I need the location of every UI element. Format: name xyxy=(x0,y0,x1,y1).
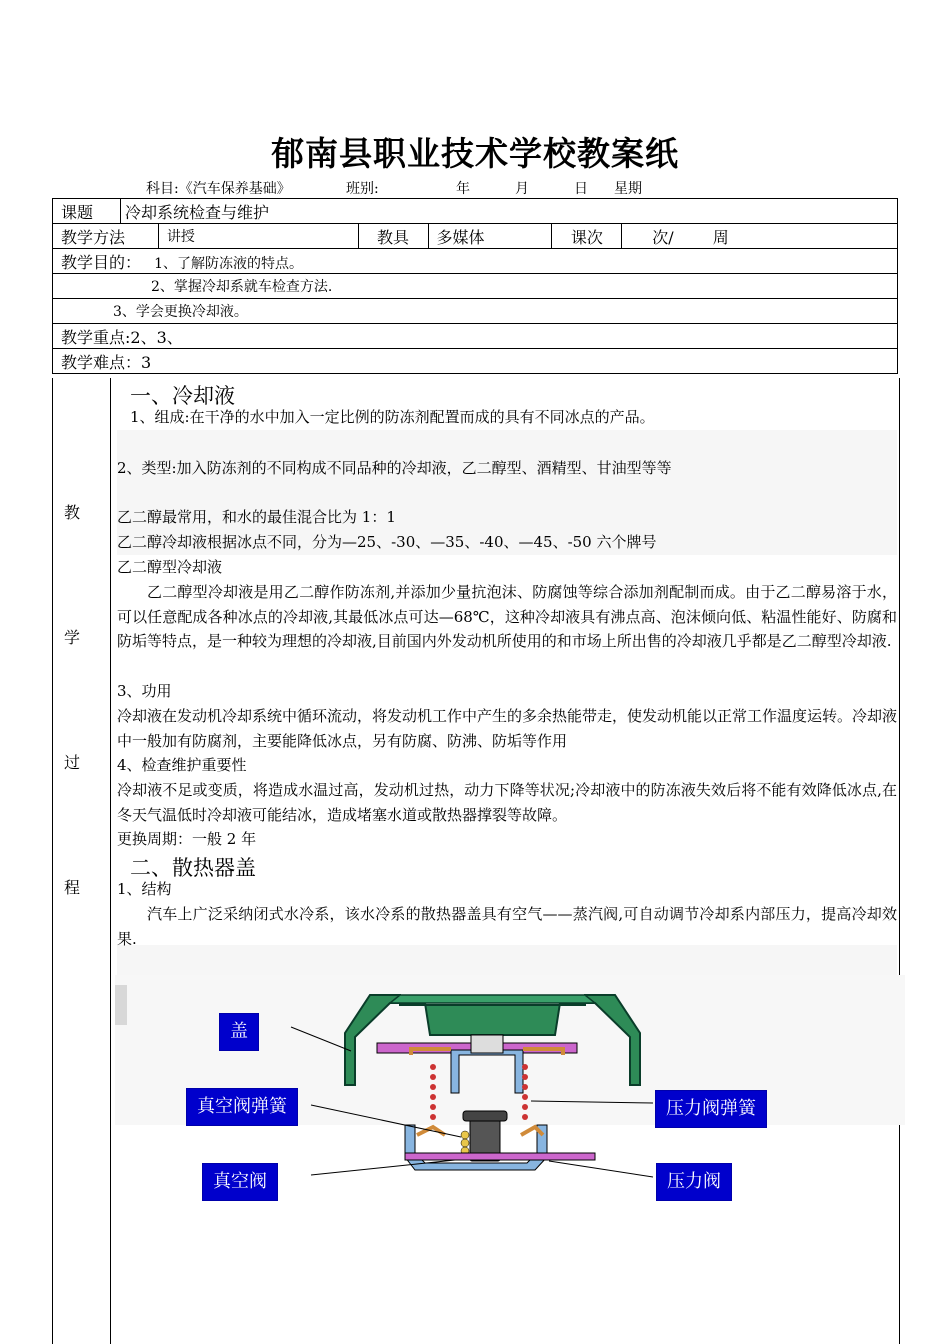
method-label: 教学方法 xyxy=(53,224,159,249)
topic-value: 冷却系统检查与维护 xyxy=(120,199,897,224)
lesson-info-table xyxy=(52,198,898,374)
day-label: 日 xyxy=(574,181,588,197)
s1-importance-desc: 冷却液不足或变质，将造成水温过高，发动机过热，动力下降等状况;冷却液中的防冻液失效后将不能有效降低冰点,在冬天气温低时冷却液可能结冰，造成堵塞水道或散热器撑裂等故障。 xyxy=(117,781,897,824)
method-value: 讲授 xyxy=(158,224,358,249)
s1-importance-heading: 4、检查维护重要性 xyxy=(117,756,247,774)
s1-grades: 乙二醇冷却液根据冰点不同，分为—25、-30、—35、-40、—45、-50 六个牌号 xyxy=(117,533,657,551)
year-label: 年 xyxy=(456,181,470,197)
diagram-edge xyxy=(115,985,127,1025)
leader-press-valve xyxy=(549,1161,653,1177)
stem-top xyxy=(471,1035,503,1053)
s2-structure-desc: 汽车上广泛采纳闭式水冷系，该水冷系的散热器盖具有空气——蒸汽阀,可自动调节冷却系内部压力，提高冷却效果. xyxy=(117,905,897,948)
process-char-2: 学 xyxy=(64,628,81,647)
difficulties: 教学难点：3 xyxy=(53,349,898,374)
topic-label: 课题 xyxy=(53,199,121,224)
goal-1: 1、了解防冻液的特点。 xyxy=(154,255,304,272)
label-pressure-valve: 压力阀 xyxy=(656,1163,732,1201)
class-label: 班别: xyxy=(346,181,379,197)
process-char-1: 教 xyxy=(64,503,81,522)
s1-composition: 1、组成:在干净的水中加入一定比例的防冻剂配置而成的具有不同冰点的产品。 xyxy=(130,408,655,426)
process-char-4: 程 xyxy=(64,878,81,897)
s1-function-desc: 冷却液在发动机冷却系统中循环流动，将发动机工作中产生的多余热能带走，使发动机能以正常工作温度运转。冷却液中一般加有防腐剂，主要能降低冰点，另有防腐、防沸、防垢等作用 xyxy=(117,707,898,750)
label-cap: 盖 xyxy=(219,1013,259,1051)
goals-row-1 xyxy=(53,249,898,274)
tools-label: 教具 xyxy=(358,224,428,249)
label-vacuum-spring: 真空阀弹簧 xyxy=(186,1088,298,1126)
section-1-title: 一、冷却液 xyxy=(130,384,235,408)
label-pressure-spring: 压力阀弹簧 xyxy=(655,1090,767,1128)
goal-3: 3、学会更换冷却液。 xyxy=(53,299,898,324)
process-char-3: 过 xyxy=(64,753,81,772)
key-points: 教学重点:2、3、 xyxy=(53,324,898,349)
vacuum-valve-head xyxy=(463,1111,507,1121)
subject-text: 科目:《汽车保养基础》 xyxy=(146,181,291,197)
process-divider xyxy=(110,378,111,1344)
session-value: 次/ xyxy=(652,227,674,247)
s2-structure-heading: 1、结构 xyxy=(117,880,172,898)
section-2-title: 二、散热器盖 xyxy=(130,856,256,880)
vacuum-spring xyxy=(461,1131,469,1155)
session-week: 周 xyxy=(712,227,729,247)
s1-types: 2、类型:加入防冻剂的不同构成不同品种的冷却液，乙二醇型、酒精型、甘油型等等 xyxy=(117,459,672,477)
session-label: 课次 xyxy=(552,224,622,249)
goal-2: 2、掌握冷却系就车检查方法. xyxy=(53,274,898,299)
goals-label: 教学目的： xyxy=(61,252,142,272)
s1-replace-cycle: 更换周期：一般 2 年 xyxy=(117,830,257,848)
s1-mix-ratio: 乙二醇最常用，和水的最佳混合比为 1：1 xyxy=(117,508,396,526)
label-vacuum-valve: 真空阀 xyxy=(202,1163,278,1201)
weekday-label: 星期 xyxy=(614,181,642,197)
cap-top xyxy=(390,995,595,1003)
tools-value: 多媒体 xyxy=(428,224,552,249)
session-cell xyxy=(622,224,898,249)
lower-gasket xyxy=(405,1153,595,1160)
s1-function-heading: 3、功用 xyxy=(117,682,172,700)
s1-glycol-desc: 乙二醇型冷却液是用乙二醇作防冻剂,并添加少量抗泡沫、防腐蚀等综合添加剂配制而成。由于乙二醇易溶于水，可以任意配成各种冰点的冷却液,其最低冰点可达—68℃，这种冷却液具有沸点高、泡沫倾向低、粘温性能好、防腐和防垢等特点，是一种较为理想的冷却液,目前国内外发动机所使用的和市场上所出售的冷却液几乎都是乙二醇型冷却液. xyxy=(117,583,897,650)
document-title: 郁南县职业技术学校教案纸 xyxy=(271,134,679,173)
s1-glycol-heading: 乙二醇型冷却液 xyxy=(117,558,223,576)
month-label: 月 xyxy=(515,181,529,197)
